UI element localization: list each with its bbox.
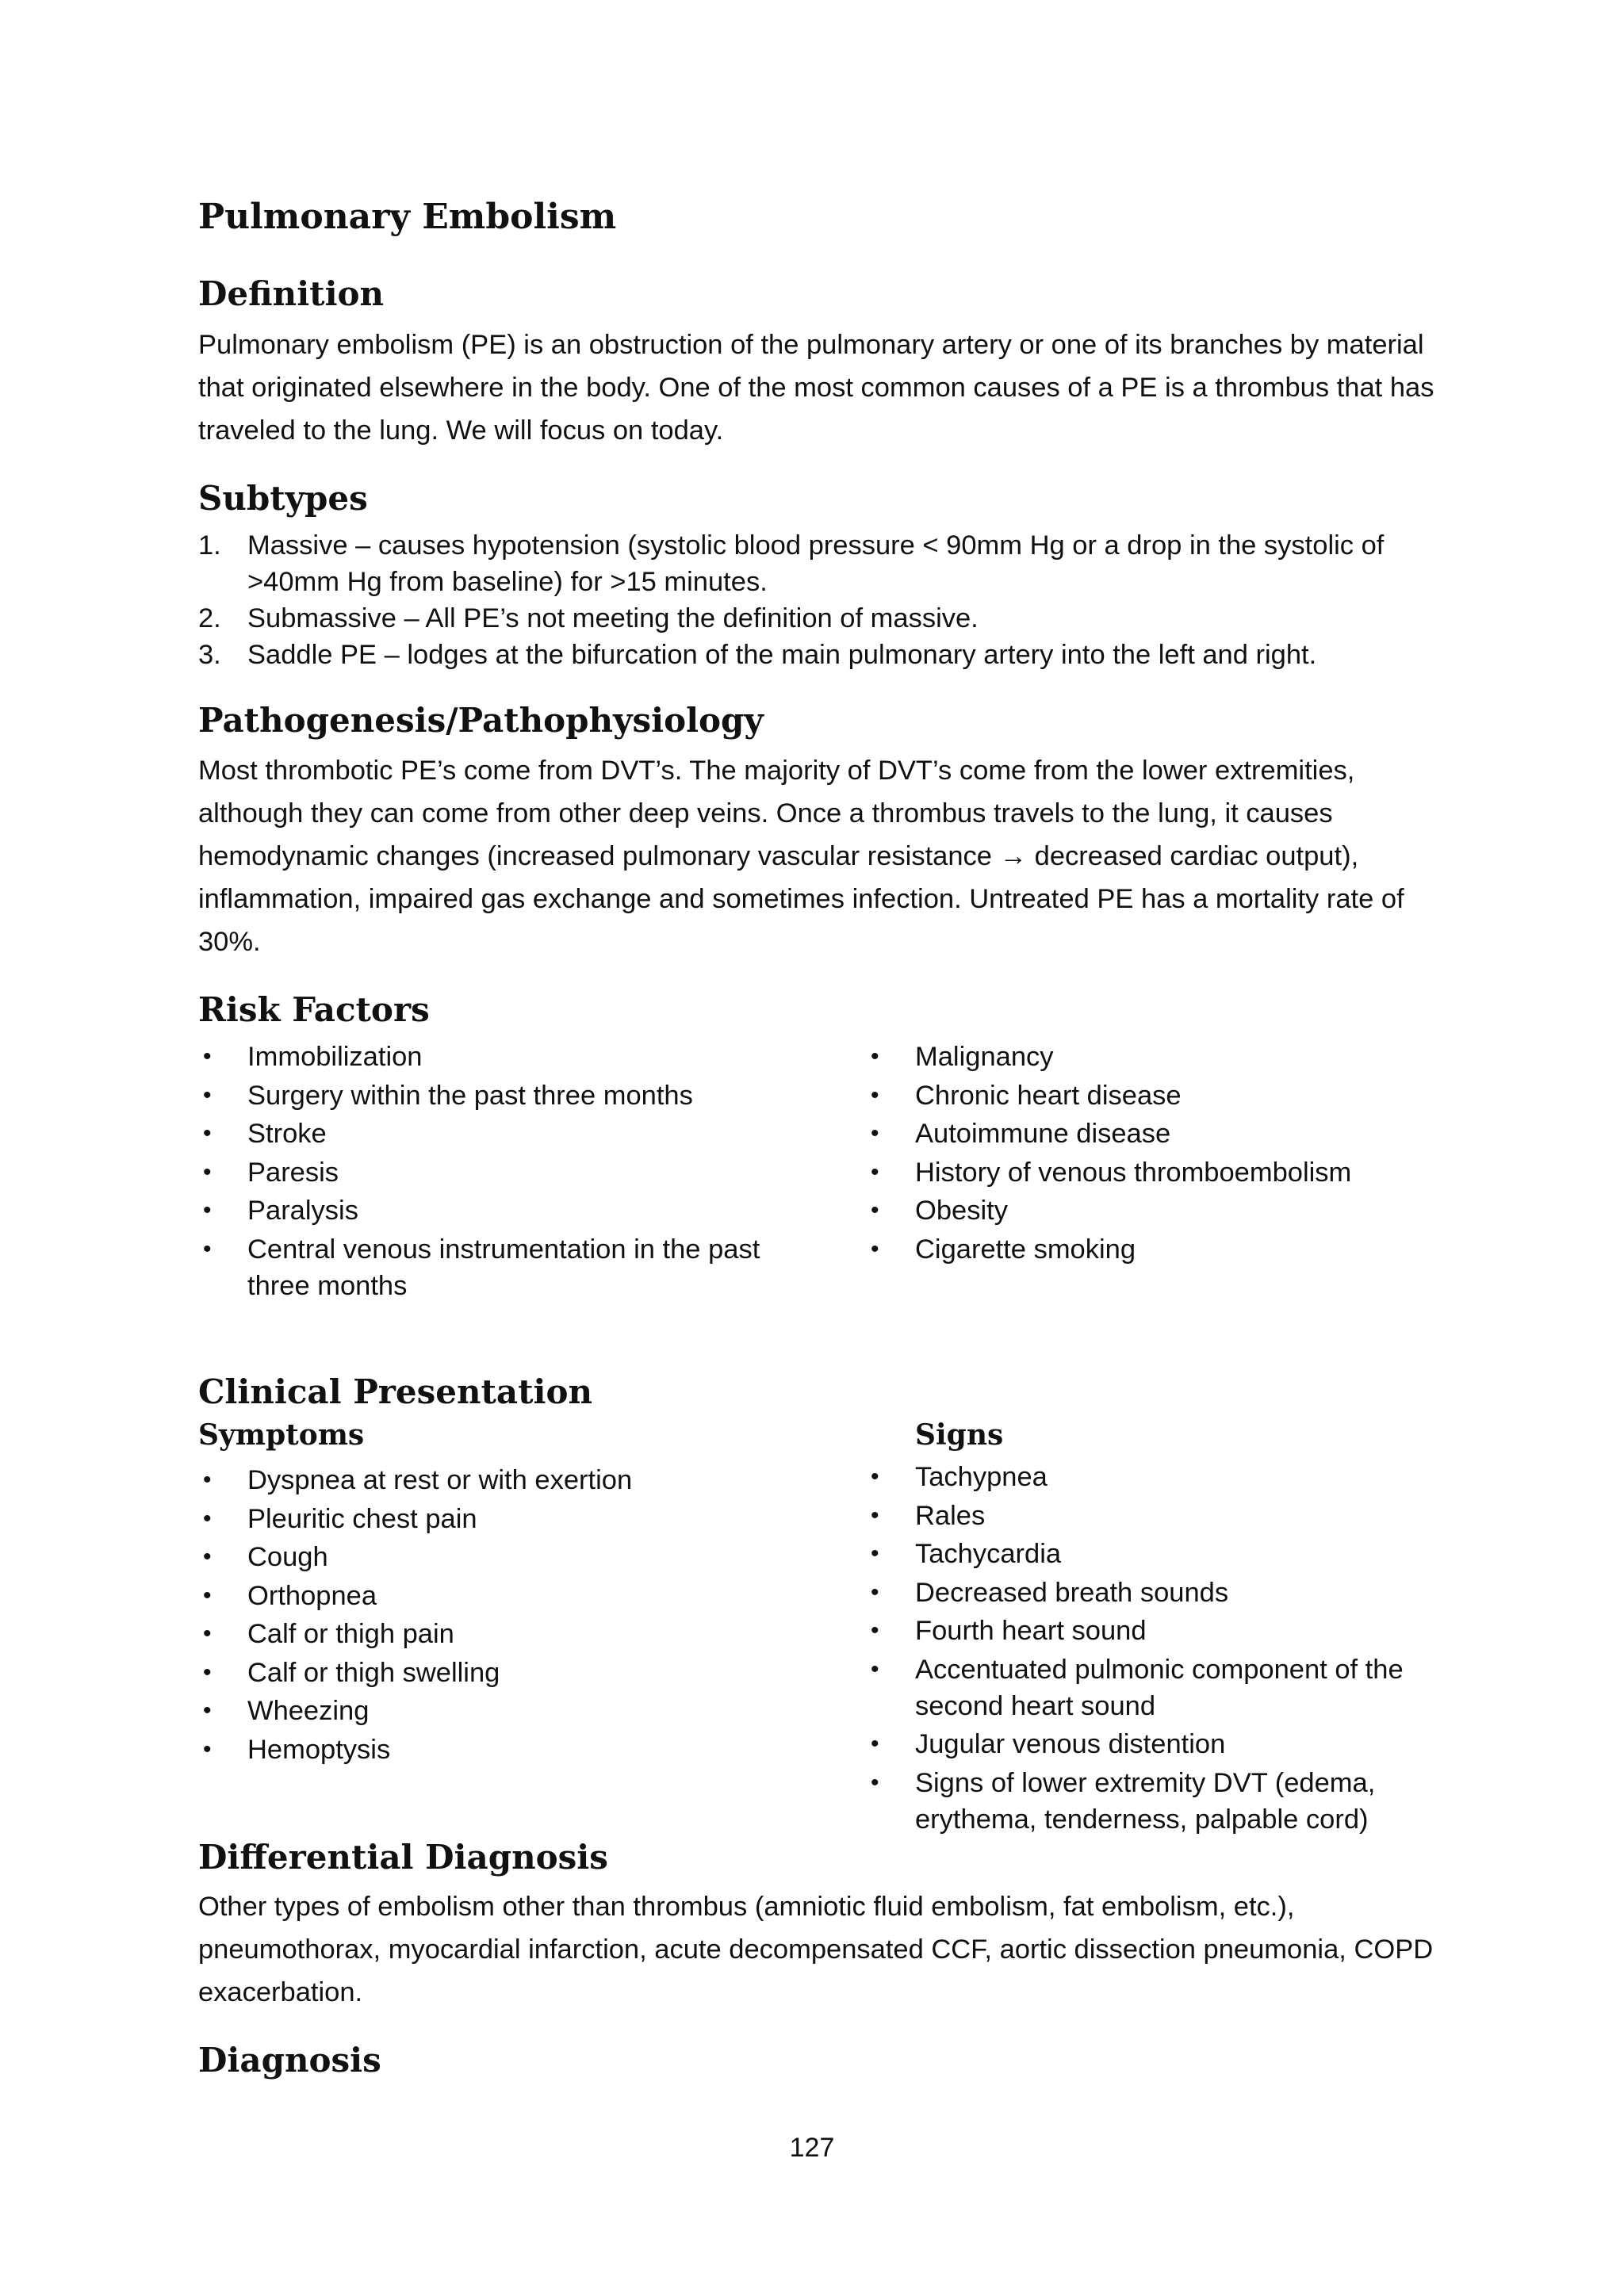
risk-factor-text: Malignancy: [915, 1042, 1054, 1072]
clinical-presentation-heading: Clinical Presentation: [198, 1372, 593, 1411]
symptoms-list: [198, 1462, 785, 1770]
bullet-icon: •: [203, 1467, 212, 1493]
bullet-icon: •: [203, 1043, 212, 1070]
page-number: 127: [789, 2133, 835, 2163]
list-item: [198, 1655, 785, 1691]
sign-text: Accentuated pulmonic component of the second heart sound: [915, 1654, 1404, 1721]
list-item: [866, 1726, 1453, 1762]
list-item: [866, 1231, 1469, 1268]
list-item: [866, 1613, 1453, 1649]
symptom-text: Wheezing: [247, 1696, 370, 1726]
subtype-item: [198, 527, 1467, 600]
symptom-text: Calf or thigh pain: [247, 1619, 454, 1649]
risk-factor-text: Chronic heart disease: [915, 1080, 1182, 1111]
list-item: [866, 1651, 1453, 1724]
bullet-icon: •: [203, 1735, 212, 1762]
symptom-text: Pleuritic chest pain: [247, 1503, 477, 1534]
list-item: [866, 1077, 1469, 1114]
list-item: [198, 1462, 785, 1498]
risk-factors-heading: Risk Factors: [198, 990, 430, 1029]
bullet-icon: •: [871, 1655, 879, 1682]
list-item: [198, 1231, 785, 1304]
list-item: [198, 1616, 785, 1652]
list-number: 3.: [198, 640, 221, 670]
risk-factor-text: Central venous instrumentation in the past three months: [247, 1234, 760, 1301]
bullet-icon: •: [203, 1120, 212, 1146]
list-item: [198, 1115, 785, 1152]
subtypes-heading: Subtypes: [198, 479, 368, 518]
sign-text: Signs of lower extremity DVT (edema, erythema, tenderness, palpable cord): [915, 1767, 1376, 1835]
bullet-icon: •: [871, 1540, 879, 1567]
list-item: [198, 1154, 785, 1191]
bullet-icon: •: [203, 1235, 212, 1262]
list-item: [866, 1154, 1469, 1191]
bullet-icon: •: [871, 1464, 879, 1490]
bullet-icon: •: [203, 1544, 212, 1570]
bullet-icon: •: [203, 1197, 212, 1223]
list-number: 2.: [198, 603, 221, 633]
list-number: 1.: [198, 530, 221, 561]
diagnosis-heading: Diagnosis: [198, 2041, 381, 2080]
signs-heading: Signs: [915, 1418, 1004, 1452]
list-item: [198, 1077, 785, 1114]
subtype-text: Submassive – All PE’s not meeting the definition of massive.: [247, 603, 979, 633]
sign-text: Jugular venous distention: [915, 1729, 1226, 1759]
differential-diagnosis-heading: Differential Diagnosis: [198, 1838, 608, 1877]
list-item: [866, 1498, 1453, 1534]
pathogenesis-heading: Pathogenesis/Pathophysiology: [198, 701, 764, 740]
bullet-icon: •: [871, 1197, 879, 1223]
bullet-icon: •: [203, 1505, 212, 1532]
risk-factor-text: Autoimmune disease: [915, 1119, 1171, 1149]
list-item: [866, 1459, 1453, 1495]
list-item: [198, 1693, 785, 1729]
subtype-text: Massive – causes hypotension (systolic blood pressure < 90mm Hg or a drop in the systolic of >40mm Hg from baseline) for >15 minutes.: [247, 530, 1385, 597]
bullet-icon: •: [871, 1158, 879, 1185]
pathogenesis-text: Most thrombotic PE’s come from DVT’s. The majority of DVT’s come from the lower extremities, although they can come from other deep veins. Once a thrombus travels to the lung, it causes hemodynamic changes (increased pulmonary vascular resistance → decreased cardiac output), inflammation, impaired gas exchange and sometimes infection. Untreated PE has a mortality rate of 30%.: [198, 756, 1404, 957]
risk-factor-text: Paralysis: [247, 1196, 358, 1226]
sign-text: Tachypnea: [915, 1462, 1048, 1492]
subtype-item: [198, 637, 1467, 673]
risk-factors-right-list: [866, 1039, 1469, 1269]
symptom-text: Calf or thigh swelling: [247, 1657, 500, 1688]
signs-list: [866, 1459, 1453, 1839]
risk-factor-text: Cigarette smoking: [915, 1234, 1136, 1265]
bullet-icon: •: [871, 1502, 879, 1529]
bullet-icon: •: [871, 1235, 879, 1262]
risk-factor-text: Immobilization: [247, 1042, 423, 1072]
list-item: [866, 1192, 1469, 1229]
risk-factor-text: Paresis: [247, 1157, 339, 1188]
list-item: [198, 1501, 785, 1537]
bullet-icon: •: [871, 1081, 879, 1108]
list-item: [866, 1765, 1453, 1838]
symptom-text: Orthopnea: [247, 1580, 377, 1611]
list-item: [198, 1732, 785, 1768]
subtype-item: [198, 600, 1467, 637]
symptom-text: Cough: [247, 1542, 328, 1572]
list-item: [198, 1039, 785, 1075]
list-item: [198, 1578, 785, 1614]
bullet-icon: •: [871, 1617, 879, 1644]
definition-heading: Definition: [198, 274, 385, 313]
bullet-icon: •: [203, 1582, 212, 1609]
risk-factor-text: History of venous thromboembolism: [915, 1157, 1352, 1188]
symptoms-heading: Symptoms: [198, 1418, 365, 1452]
differential-diagnosis-text: Other types of embolism other than thrombus (amniotic fluid embolism, fat embolism, etc.), pneumothorax, myocardial infarction, acute decompensated CCF, aortic dissection pneumonia, COPD exacerbation.: [198, 1892, 1434, 2007]
sign-text: Rales: [915, 1500, 986, 1531]
list-item: [198, 1539, 785, 1575]
bullet-icon: •: [871, 1769, 879, 1796]
risk-factors-left-list: [198, 1039, 785, 1306]
sign-text: Tachycardia: [915, 1539, 1062, 1569]
symptom-text: Hemoptysis: [247, 1734, 391, 1765]
list-item: [866, 1039, 1469, 1075]
bullet-icon: •: [203, 1697, 212, 1724]
risk-factor-text: Surgery within the past three months: [247, 1080, 693, 1111]
sign-text: Decreased breath sounds: [915, 1577, 1229, 1608]
subtype-text: Saddle PE – lodges at the bifurcation of the main pulmonary artery into the left and right.: [247, 640, 1317, 670]
list-item: [866, 1575, 1453, 1611]
bullet-icon: •: [203, 1659, 212, 1686]
bullet-icon: •: [871, 1043, 879, 1070]
bullet-icon: •: [871, 1120, 879, 1146]
symptom-text: Dyspnea at rest or with exertion: [247, 1465, 633, 1495]
bullet-icon: •: [871, 1578, 879, 1605]
bullet-icon: •: [203, 1158, 212, 1185]
definition-text: Pulmonary embolism (PE) is an obstruction of the pulmonary artery or one of its branches by material that originated elsewhere in the body. One of the most common causes of a PE is a thrombus that has traveled to the lung. We will focus on today.: [198, 330, 1434, 446]
list-item: [198, 1192, 785, 1229]
bullet-icon: •: [203, 1621, 212, 1647]
sign-text: Fourth heart sound: [915, 1616, 1147, 1646]
page-title: Pulmonary Embolism: [198, 197, 617, 237]
subtypes-list: [198, 527, 1467, 673]
risk-factor-text: Stroke: [247, 1119, 327, 1149]
list-item: [866, 1115, 1469, 1152]
bullet-icon: •: [203, 1081, 212, 1108]
risk-factor-text: Obesity: [915, 1196, 1008, 1226]
bullet-icon: •: [871, 1731, 879, 1757]
list-item: [866, 1536, 1453, 1572]
